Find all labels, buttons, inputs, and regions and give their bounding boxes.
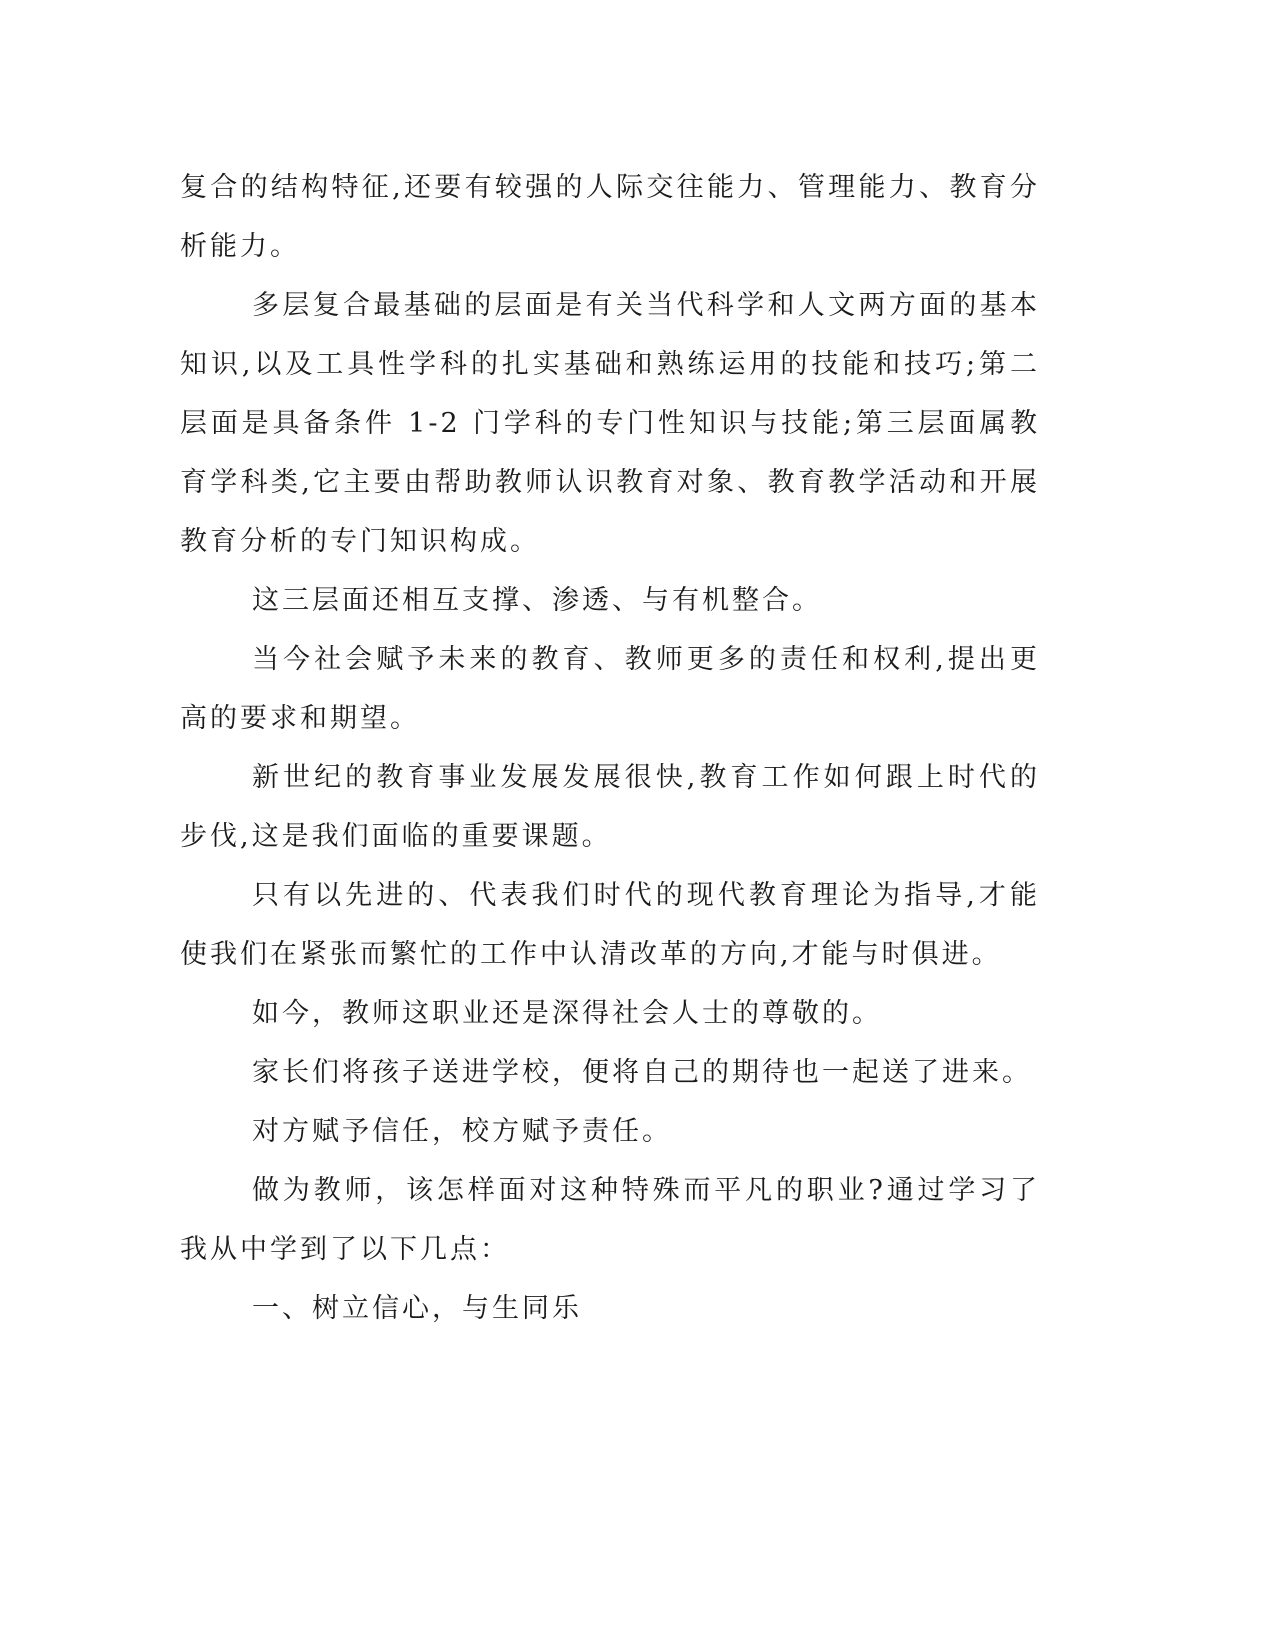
paragraph-3: 这三层面还相互支撑、渗透、与有机整合。 — [252, 585, 822, 616]
paragraph-2: 多层复合最基础的层面是有关当代科学和人文两方面的基本知识,以及工具性学科的扎实基础和熟练运用的技能和技巧;第二层面是具备条件 1-2 门学科的专门性知识与技能;第三层面属教育学科类,它主要由帮助教师认识教育对象、教育教学活动和开展教育分析的专门知识构成。 — [180, 290, 1040, 557]
paragraph-10: 做为教师，该怎样面对这种特殊而平凡的职业?通过学习了我从中学到了以下几点： — [180, 1175, 1040, 1265]
section-heading-1: 一、树立信心，与生同乐 — [252, 1293, 582, 1324]
paragraph-5: 新世纪的教育事业发展发展很快,教育工作如何跟上时代的步伐,这是我们面临的重要课题。 — [180, 762, 1040, 852]
paragraph-1: 复合的结构特征,还要有较强的人际交往能力、管理能力、教育分析能力。 — [180, 172, 1040, 262]
document-body — [180, 158, 1040, 1338]
paragraph-9: 对方赋予信任，校方赋予责任。 — [252, 1116, 672, 1147]
paragraph-8: 家长们将孩子送进学校，便将自己的期待也一起送了进来。 — [252, 1057, 1032, 1088]
paragraph-6: 只有以先进的、代表我们时代的现代教育理论为指导,才能使我们在紧张而繁忙的工作中认清改革的方向,才能与时俱进。 — [180, 880, 1040, 970]
paragraph-4: 当今社会赋予未来的教育、教师更多的责任和权利,提出更高的要求和期望。 — [180, 644, 1040, 734]
paragraph-7: 如今，教师这职业还是深得社会人士的尊敬的。 — [252, 998, 882, 1029]
